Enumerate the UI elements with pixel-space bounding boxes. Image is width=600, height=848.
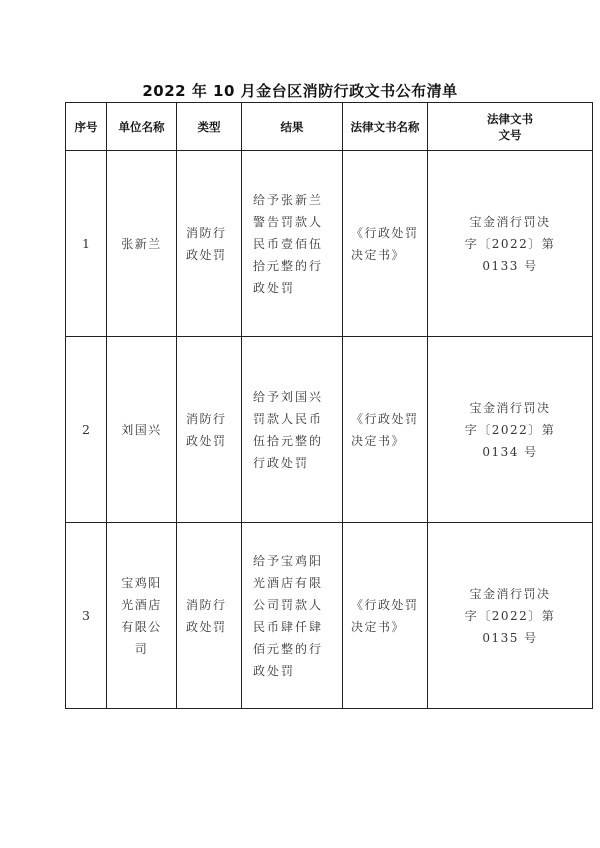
- row-index: 1: [66, 151, 107, 337]
- row-index: 2: [66, 337, 107, 523]
- row-doc-no: 宝金消行罚决字〔2022〕第0134 号: [428, 337, 593, 523]
- header-unit: 单位名称: [107, 103, 177, 151]
- row-index: 3: [66, 523, 107, 709]
- row-doc-name: 《行政处罚决定书》: [343, 523, 428, 709]
- document-title: 2022 年 10 月金台区消防行政文书公布清单: [142, 82, 458, 100]
- row-result: 给予刘国兴罚款人民币伍拾元整的行政处罚: [242, 337, 343, 523]
- disclosure-table: [65, 102, 593, 709]
- row-result: 给予张新兰警告罚款人民币壹佰伍拾元整的行政处罚: [242, 151, 343, 337]
- row-unit: 刘国兴: [107, 337, 177, 523]
- table-row: [66, 523, 593, 709]
- header-doc-no: 法律文书 文号: [428, 103, 593, 151]
- row-doc-name: 《行政处罚决定书》: [343, 151, 428, 337]
- row-unit: 张新兰: [107, 151, 177, 337]
- row-type: 消防行政处罚: [177, 151, 242, 337]
- row-type: 消防行政处罚: [177, 337, 242, 523]
- row-type: 消防行政处罚: [177, 523, 242, 709]
- header-result: 结果: [242, 103, 343, 151]
- table-row: [66, 337, 593, 523]
- row-doc-no: 宝金消行罚决字〔2022〕第0135 号: [428, 523, 593, 709]
- row-result: 给予宝鸡阳光酒店有限公司罚款人民币肆仟肆佰元整的行政处罚: [242, 523, 343, 709]
- header-type: 类型: [177, 103, 242, 151]
- header-doc-name: 法律文书名称: [343, 103, 428, 151]
- row-doc-no: 宝金消行罚决字〔2022〕第0133 号: [428, 151, 593, 337]
- row-doc-name: 《行政处罚决定书》: [343, 337, 428, 523]
- header-index: 序号: [66, 103, 107, 151]
- row-unit: 宝鸡阳光酒店有限公司: [107, 523, 177, 709]
- table-row: [66, 151, 593, 337]
- table-header-row: [66, 103, 593, 151]
